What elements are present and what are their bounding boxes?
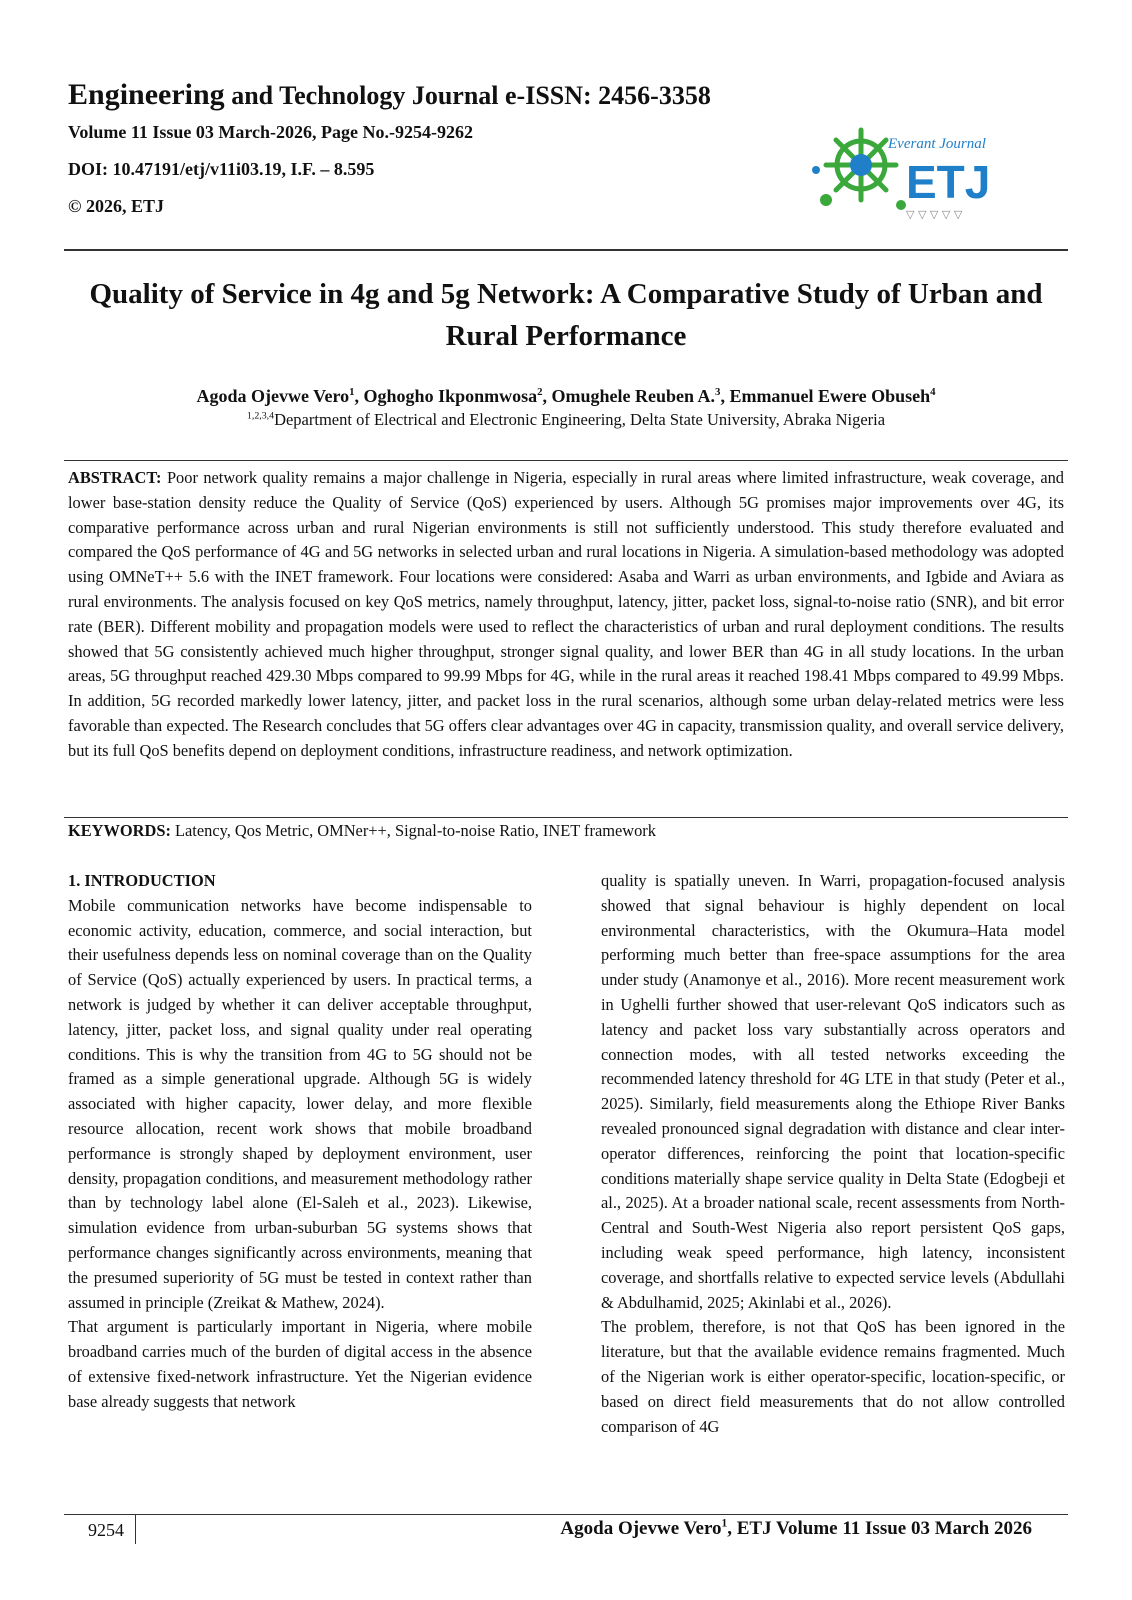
paragraph: The problem, therefore, is not that QoS has been ignored in the literature, but that the available evidence remains fragmented. Much of the Nigerian work is either operator-specific, location-specific, or based on direct field measurements that do not allow controlled comparison of 4G xyxy=(601,1317,1065,1436)
author: Emmanuel Ewere Obuseh xyxy=(729,386,931,406)
body-column-right xyxy=(601,869,1065,1439)
logo-glyph-row: ▽ ▽ ▽ ▽ ▽ xyxy=(906,208,963,221)
keywords xyxy=(68,820,1064,842)
author: Oghogho Ikponmwosa xyxy=(363,386,538,406)
abstract-label: ABSTRACT: xyxy=(68,468,162,487)
paper-title: Quality of Service in 4g and 5g Network: A Comparative Study of Urban and Rural Performance xyxy=(89,278,1043,352)
author-list: Agoda Ojevwe Vero$^1$, Oghogho Ikponmwosa$^2$, Omughele Reuben A.$^3$, Emmanuel Ewere Obuseh$^4$ xyxy=(196,386,936,406)
abstract-rule-top xyxy=(64,460,1068,461)
journal-title: Engineering and Technology Journal e-ISSN: 2456-3358 xyxy=(68,78,711,111)
etj-logo xyxy=(806,120,1016,230)
abstract xyxy=(68,466,1064,764)
doi-line: DOI: 10.47191/etj/v11i03.19, I.F. – 8.595 xyxy=(68,159,375,179)
logo-text-main: ETJ xyxy=(906,156,991,208)
footer-citation: Agoda Ojevwe Vero$^1$, ETJ Volume 11 Issue 03 March 2026 xyxy=(560,1517,1032,1539)
abstract-text: Poor network quality remains a major challenge in Nigeria, especially in rural areas where limited infrastructure, weak coverage, and lower base-station density reduce the Quality of Service (QoS) experienced by users. Although 5G promises major improvements over 4G, its comparative performance across urban and rural Nigerian environments is still not sufficiently understood. This study therefore evaluated and compared the QoS performance of 4G and 5G networks in selected urban and rural locations in Nigeria. A simulation-based methodology was adopted using OMNeT++ 5.6 with the INET framework. Four locations were considered: Asaba and Warri as urban environments, and Igbide and Aviara as rural environments. The analysis focused on key QoS metrics, namely throughput, latency, jitter, packet loss, signal-to-noise ratio (SNR), and bit error rate (BER). Different mobility and propagation models were used to reflect the characteristics of urban and rural deployment conditions. The results showed that 5G consistently achieved much higher throughput, stronger signal quality, and lower BER than 4G in all study locations. In the urban areas, 5G throughput reached 429.30 Mbps compared to 99.99 Mbps for 4G, while in the rural areas it reached 198.41 Mbps compared to 49.99 Mbps. In addition, 5G recorded markedly lower latency, jitter, and packet loss in the rural scenarios, although some urban delay-related metrics were less favorable than expected. The Research concludes that 5G offers clear advantages over 4G in capacity, transmission quality, and overall service delivery, but its full QoS benefits depend on deployment conditions, infrastructure readiness, and network optimization. xyxy=(68,468,1064,760)
paragraph: quality is spatially uneven. In Warri, propagation-focused analysis showed that signal behaviour is highly dependent on local environmental characteristics, with the Okumura–Hata model performing much better than free-space assumptions for the area under study (Anamonye et al., 2016). More recent measurement work in Ughelli further showed that user-relevant QoS indicators such as latency and packet loss vary substantially across operators and connection modes, with all tested networks exceeding the recommended latency threshold for 4G LTE in that study (Peter et al., 2025). Similarly, field measurements along the Ethiope River Banks revealed pronounced signal degradation with distance and clear inter-operator differences, reinforcing the point that location-specific conditions materially shape service quality in Delta State (Edogbeji et al., 2025). At a broader national scale, recent assessments from North-Central and South-West Nigeria also report persistent QoS gaps, including weak speed performance, high latency, inconsistent coverage, and shortfalls relative to expected service levels (Abdullahi & Abdulhamid, 2025; Akinlabi et al., 2026). xyxy=(601,871,1065,1312)
keywords-label: KEYWORDS: xyxy=(68,821,171,840)
affiliation: $^{1,2,3,4}$Department of Electrical and Electronic Engineering, Delta State University, Abraka Nigeria xyxy=(246,410,886,429)
author: Omughele Reuben A. xyxy=(551,386,716,406)
copyright-line: © 2026, ETJ xyxy=(68,196,164,216)
journal-header xyxy=(68,78,768,232)
paragraph: Mobile communication networks have become indispensable to economic activity, education, commerce, and social interaction, but their usefulness depends less on nominal coverage than on the Quality of Service (QoS) actually experienced by users. In practical terms, a network is judged by whether it can deliver acceptable throughput, latency, jitter, packet loss, and signal quality under real operating conditions. This is why the transition from 4G to 5G should not be framed as a simple generational upgrade. Although 5G is widely associated with higher capacity, lower delay, and more flexible resource allocation, recent work shows that mobile broadband performance is strongly shaped by deployment environment, user density, propagation conditions, and measurement methodology rather than by technology label alone (El-Saleh et al., 2023). Likewise, simulation evidence from urban-suburban 5G systems shows that performance changes significantly across environments, meaning that the presumed superiority of 5G must be tested in context rather than assumed in principle (Zreikat & Mathew, 2024). xyxy=(68,895,532,1312)
abstract-rule-bottom xyxy=(64,817,1068,818)
author-separator: , xyxy=(542,386,552,406)
keywords-text: Latency, Qos Metric, OMNer++, Signal-to-noise Ratio, INET framework xyxy=(170,821,656,840)
header-rule xyxy=(64,249,1068,251)
volume-line: Volume 11 Issue 03 March-2026, Page No.-9254-9262 xyxy=(68,122,473,142)
section-heading: 1. INTRODUCTION xyxy=(68,871,216,890)
author: Agoda Ojevwe Vero xyxy=(196,386,350,406)
footer-divider xyxy=(135,1514,136,1544)
author-separator: , xyxy=(720,386,730,406)
logo-text-top: Everant Journal xyxy=(888,136,986,152)
etj-logo-graphic xyxy=(806,120,1016,230)
footer-rule xyxy=(64,1514,1068,1515)
author-separator: , xyxy=(354,386,364,406)
body-column-left xyxy=(68,869,532,1415)
paragraph: That argument is particularly important in Nigeria, where mobile broadband carries much of the burden of digital access in the absence of extensive fixed-network infrastructure. Yet the Nigerian evidence base already suggests that network xyxy=(68,1317,532,1411)
page-number: 9254 xyxy=(88,1520,124,1540)
